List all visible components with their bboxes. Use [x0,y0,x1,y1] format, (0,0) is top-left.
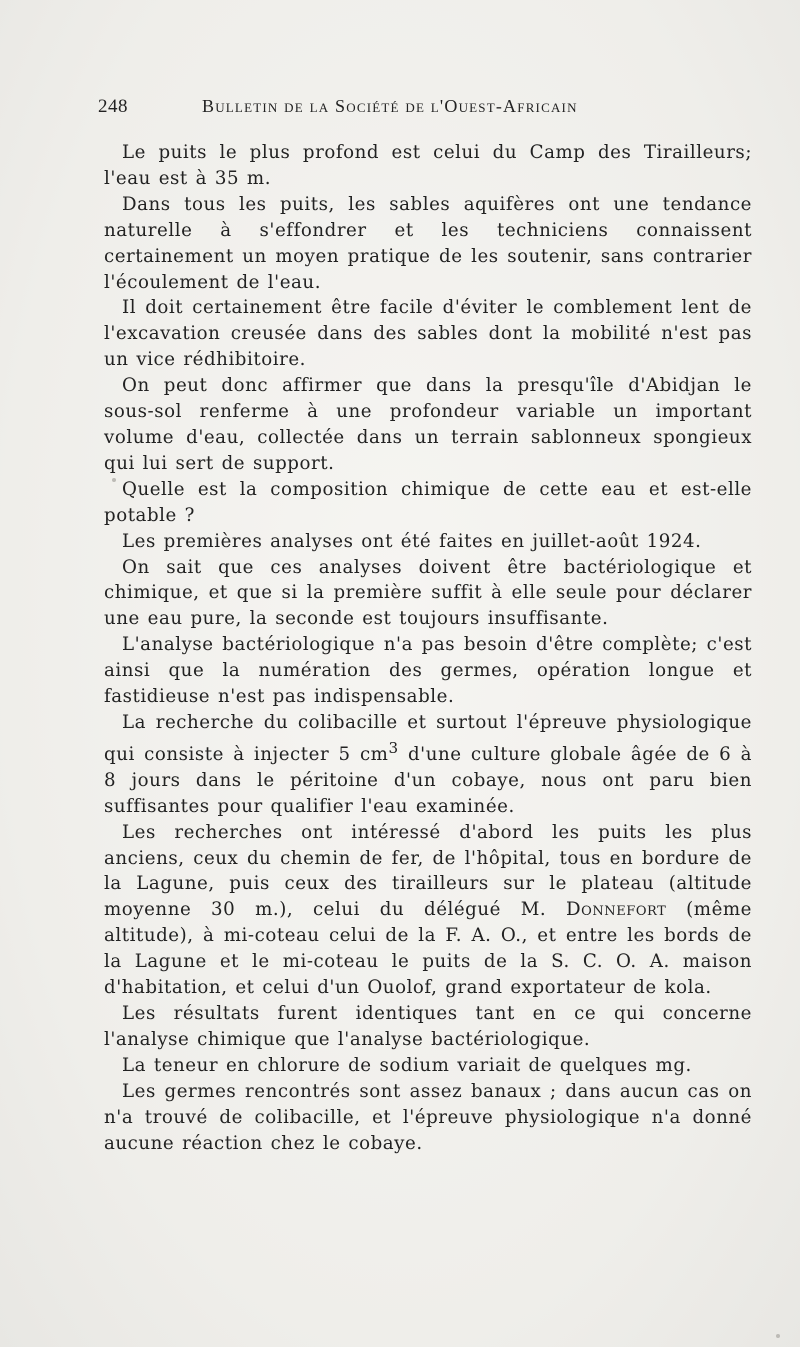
paragraph-9-text-end: d'une culture globale âgée de 6 à 8 jours dans le péritoine d'un cobaye, nous ont paru bien suffisantes pour qualifier l'eau examinée. [104,743,752,817]
paragraph-8: L'analyse bactériologique n'a pas besoin d'être complète; c'est ainsi que la numération des germes, opération longue et fastidieuse n'est pas indispensable. [104,634,752,708]
paragraph-12: La teneur en chlorure de sodium variait de quelques mg. [122,1054,692,1076]
paragraph-7: On sait que ces analyses doivent être bactériologique et chimique, et que si la première suffit à elle seule pour déclarer une eau pure, la seconde est toujours insuffisante. [104,556,752,630]
paragraph-9 [104,710,752,820]
paragraph-10-text-start: Les recherches ont intéressé d'abord les puits les plus anciens, ceux du chemin de fer, de l'hôpital, tous en bordure de la Lagune, puis ceux des tirailleurs sur le plateau (altitude moyenne 30 m.), celui du délégué M. [104,821,752,921]
page-header [98,96,738,126]
superscript-cube: 3 [388,738,399,757]
paragraph-6: Les premières analyses ont été faites en juillet-août 1924. [122,530,702,552]
person-name-donnefort: Donnefort [566,899,667,921]
paper-speck [112,478,116,482]
page-number: 248 [98,96,128,117]
paragraph-4: On peut donc affirmer que dans la presqu'île d'Abidjan le sous-sol renferme à une profondeur variable un important volume d'eau, collectée dans un terrain sablonneux spongieux qui lui sert de support. [104,375,752,474]
paragraph-9-text-start: La recherche du colibacille et surtout l'épreuve physiologique qui consiste à injecter 5 cm [104,711,752,765]
paragraph-13: Les germes rencontrés sont assez banaux ; dans aucun cas on n'a trouvé de colibacille, et l'épreuve physiologique n'a donné aucune réaction chez le cobaye. [104,1080,752,1154]
body-text [104,140,752,1156]
paragraph-5: Quelle est la composition chimique de cette eau et est-elle potable ? [104,478,752,526]
paper-speck [776,1334,780,1338]
paragraph-11: Les résultats furent identiques tant en ce qui concerne l'analyse chimique que l'analyse bactériologique. [104,1002,752,1050]
paragraph-2: Dans tous les puits, les sables aquifères ont une tendance naturelle à s'effondrer et les techniciens connaissent certainement un moyen pratique de les soutenir, sans contrarier l'écoulement de l'eau. [104,193,752,293]
paragraph-3: Il doit certainement être facile d'éviter le comblement lent de l'excavation creusée dans des sables dont la mobilité n'est pas un vice rédhibitoire. [104,297,752,371]
paragraph-1: Le puits le plus profond est celui du Camp des Tirailleurs; l'eau est à 35 m. [104,142,752,189]
paragraph-10 [104,820,752,1001]
running-title: Bulletin de la Société de l'Ouest-Africain [202,96,578,116]
paragraph-10-text-end: (même altitude), à mi-coteau celui de la F. A. O., et entre les bords de la Lagune et le mi-coteau le puits de la S. C. O. A. maison d'habitation, et celui d'un Ouolof, grand exportateur de kola. [104,899,752,999]
